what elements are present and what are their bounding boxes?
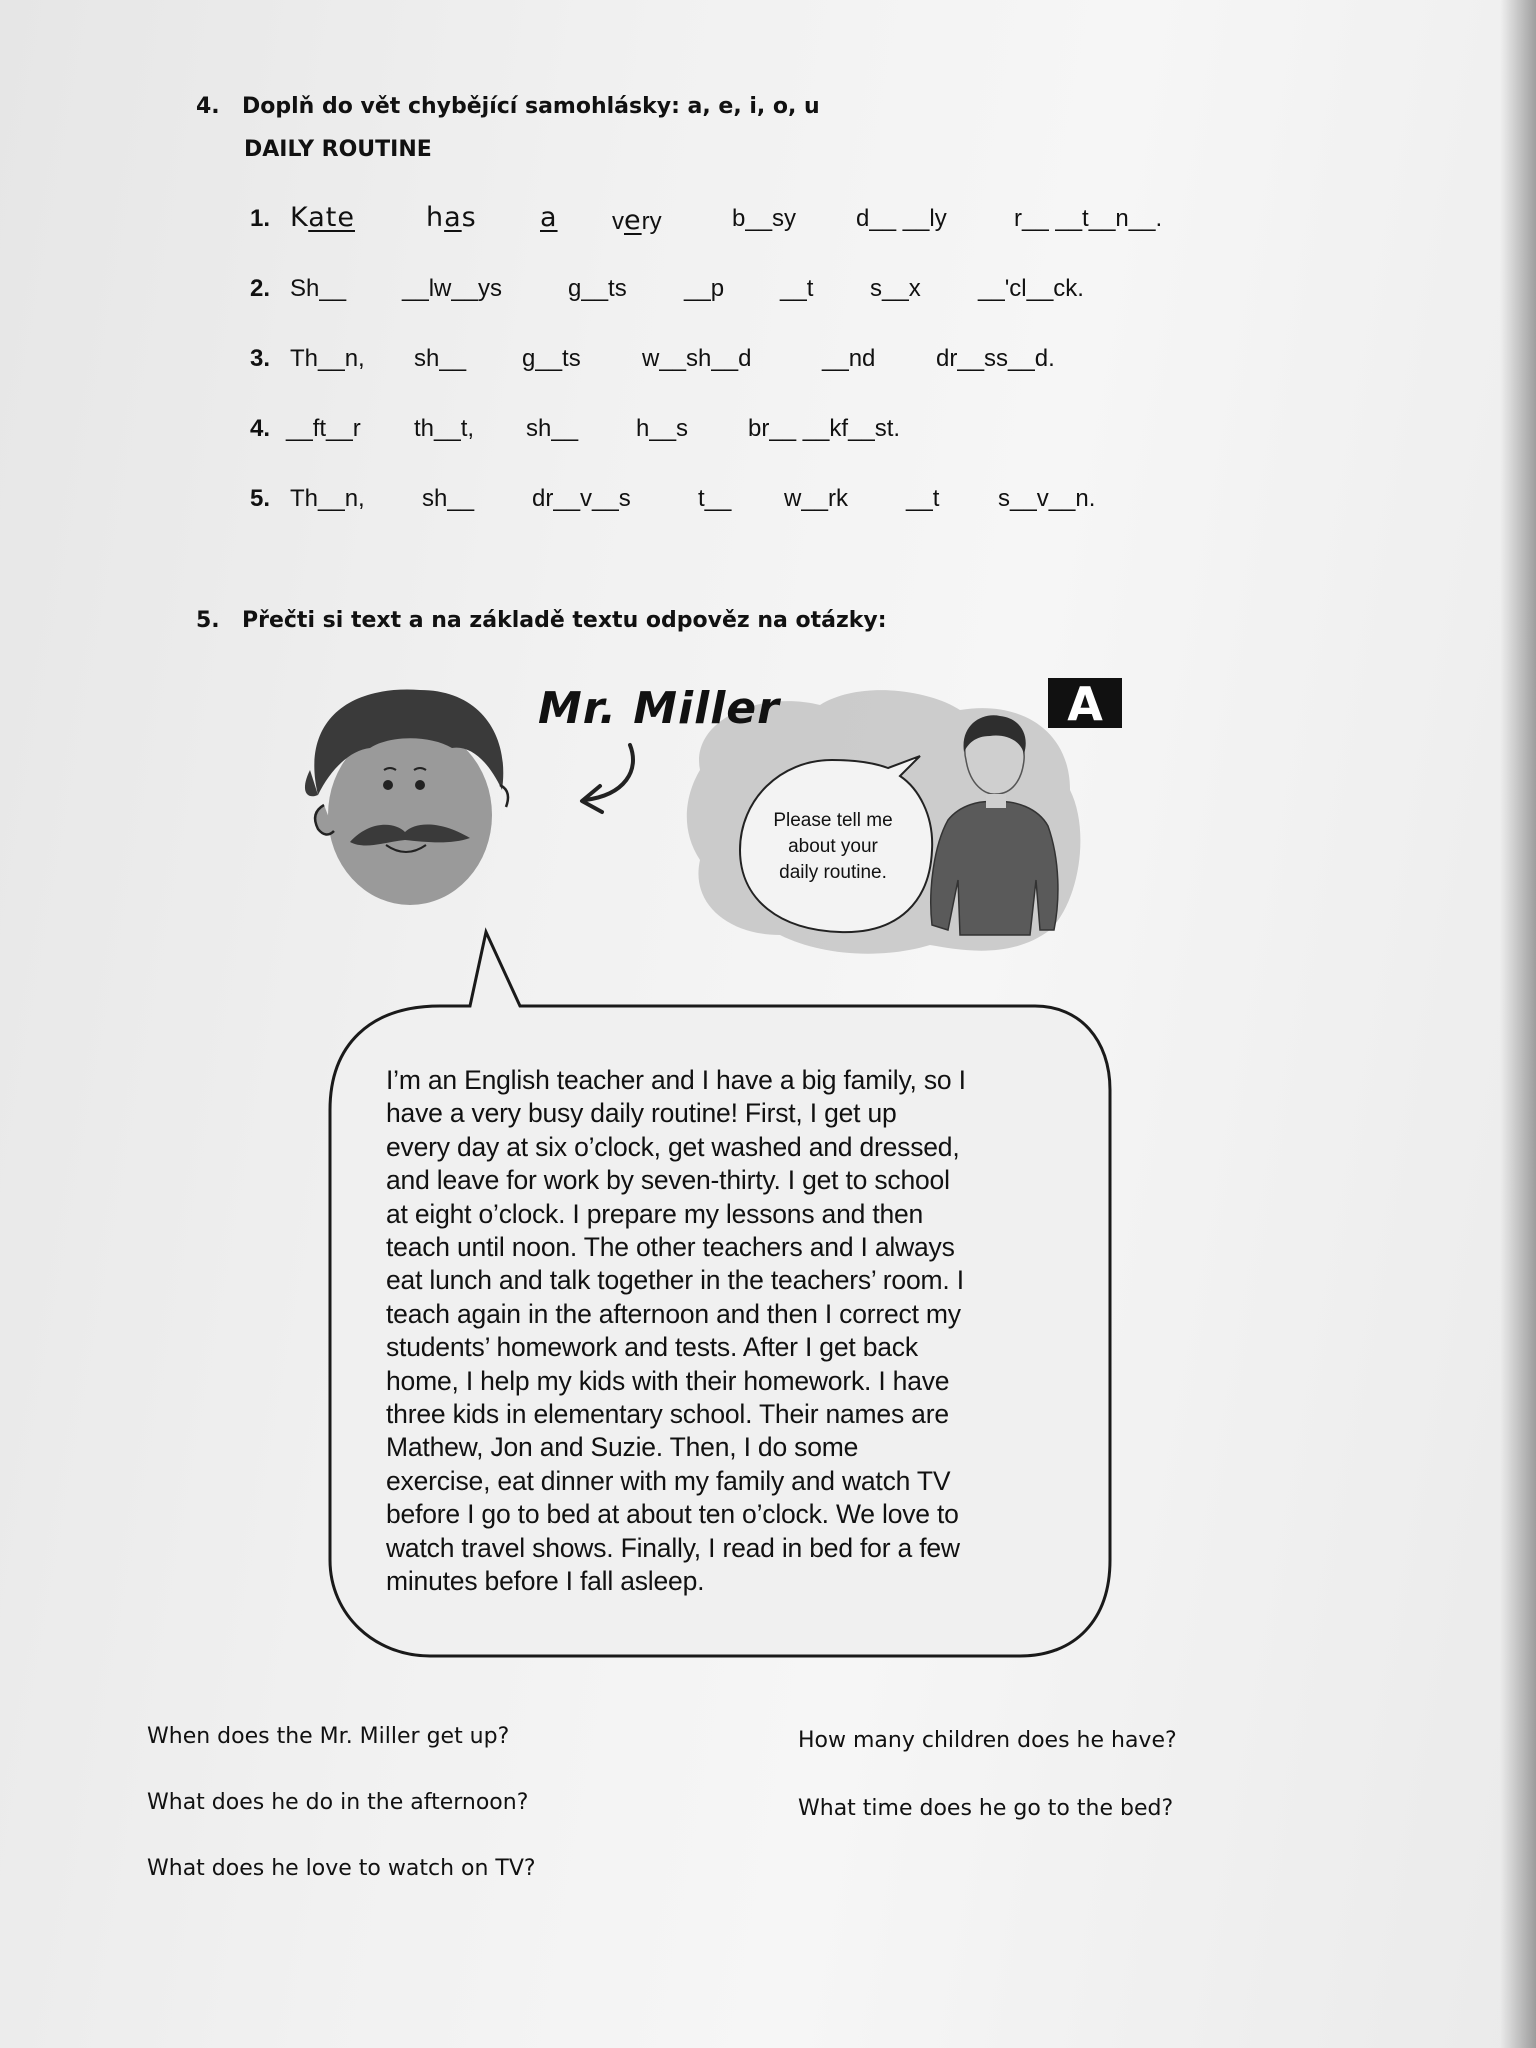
sentence-word: d__ __ly bbox=[856, 205, 947, 232]
exercise-5-instruction: Přečti si text a na základě textu odpověz na otázky: bbox=[242, 608, 887, 633]
question-1: When does the Mr. Miller get up? bbox=[147, 1724, 510, 1749]
sentence-word: w__rk bbox=[784, 485, 849, 512]
sentence-number: 1. bbox=[250, 205, 271, 232]
sentence-word: s__v__n. bbox=[998, 485, 1096, 512]
handwritten-answer: a bbox=[444, 202, 462, 233]
exercise-5-number: 5. bbox=[196, 608, 220, 633]
mr-miller-face-icon bbox=[305, 690, 508, 905]
sentence-word: br__ __kf__st. bbox=[748, 415, 901, 442]
sentence-number: 5. bbox=[250, 485, 271, 512]
question-2: How many children does he have? bbox=[798, 1728, 1177, 1753]
question-4: What time does he go to the bed? bbox=[798, 1796, 1174, 1821]
sentence-word: dr__v__s bbox=[532, 485, 631, 512]
sentence-word: __nd bbox=[822, 345, 876, 372]
sentence-word: __'cl__ck. bbox=[978, 275, 1084, 302]
sentence-word: t__ bbox=[698, 485, 732, 512]
sentence-word: has bbox=[426, 202, 477, 233]
character-name-label: Mr. Miller bbox=[538, 683, 780, 734]
sentence-number: 3. bbox=[250, 345, 271, 372]
section-badge: A bbox=[1048, 678, 1122, 728]
question-3: What does he do in the afternoon? bbox=[147, 1790, 529, 1815]
sentence-number: 2. bbox=[250, 275, 271, 302]
handwritten-answer: a bbox=[540, 202, 558, 233]
sentence-word: sh__ bbox=[422, 485, 475, 512]
exercise-4-title: DAILY ROUTINE bbox=[244, 137, 432, 162]
sentence-word: __ft__r bbox=[286, 415, 361, 442]
story-text: I’m an English teacher and I have a big family, so I have a very busy daily routine! First, I get up every day at six o’clock, get washed and dressed, and leave for work by seven-thirty. I get to school at eight o’clock. I prepare my lessons and then teach until noon. The other teachers and I always eat lunch and talk together in the teachers’ room. I teach again in the afternoon and then I correct my students’ homework and tests. After I get back home, I help my kids with their homework. I have three kids in elementary school. Their names are Mathew, Jon and Suzie. Then, I do some exercise, eat dinner with my family and watch TV before I go to bed at about ten o’clock. We love to watch travel shows. Finally, I read in bed for a few minutes before I fall asleep. bbox=[386, 1065, 966, 1597]
sentence-word: th__t, bbox=[414, 415, 475, 442]
sentence-word: b__sy bbox=[732, 205, 797, 232]
sentence-word: sh__ bbox=[526, 415, 579, 442]
sentence-word: s__x bbox=[870, 275, 921, 302]
sentence-word: Th__n, bbox=[290, 485, 365, 512]
sentence-word: __t bbox=[906, 485, 940, 512]
handwritten-answer: ate bbox=[308, 202, 355, 233]
sentence-word: h__s bbox=[636, 415, 689, 442]
sentence-word: g__ts bbox=[568, 275, 627, 302]
sentence-word: dr__ss__d. bbox=[936, 345, 1055, 372]
sentence-word: Sh__ bbox=[290, 275, 347, 302]
exercise-4-number: 4. bbox=[196, 94, 220, 119]
sentence-word: sh__ bbox=[414, 345, 467, 372]
sentence-word: w__sh__d bbox=[642, 345, 752, 372]
sentence-word: __lw__ys bbox=[402, 275, 503, 302]
sentence-word: very bbox=[612, 205, 662, 236]
handwritten-answer: e bbox=[624, 205, 642, 236]
exercise-4-instruction: Doplň do vět chybějící samohlásky: a, e, i, o, u bbox=[242, 94, 820, 119]
request-bubble-text: Please tell me about your daily routine. bbox=[773, 810, 893, 883]
question-5: What does he love to watch on TV? bbox=[147, 1856, 536, 1881]
sentence-word: Th__n, bbox=[290, 345, 365, 372]
sentence-number: 4. bbox=[250, 415, 271, 442]
sentence-word: __p bbox=[684, 275, 725, 302]
sentence-word: Kate bbox=[290, 202, 355, 233]
sentence-word: __t bbox=[780, 275, 814, 302]
sentence-word: g__ts bbox=[522, 345, 581, 372]
sentence-word: r__ __t__n__. bbox=[1014, 205, 1163, 232]
